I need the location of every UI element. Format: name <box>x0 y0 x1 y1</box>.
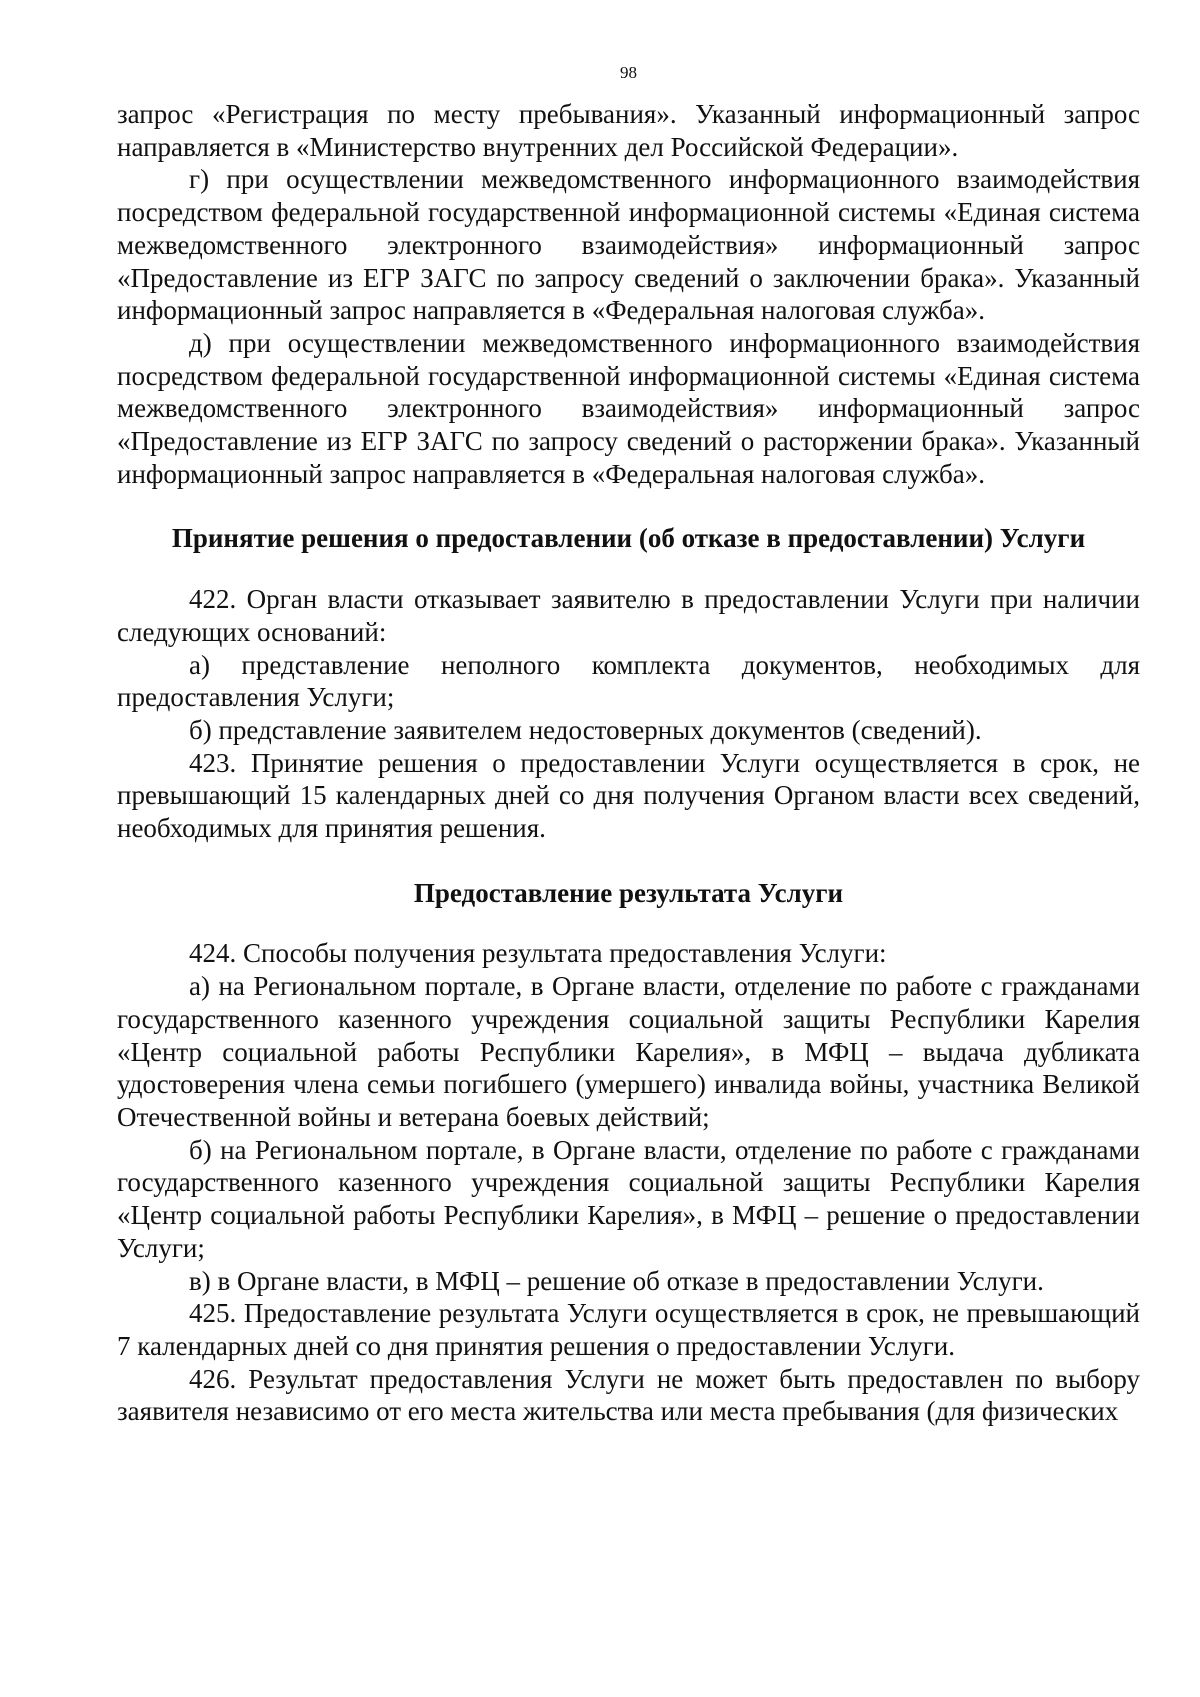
paragraph-block-3 <box>117 937 1140 1428</box>
section-heading-result: Предоставление результата Услуги <box>413 877 844 908</box>
paragraph: 423. Принятие решения о предоставлении Услуги осуществляется в срок, не превышающий 15 календарных дней со дня получения Органом власти всех сведений, необходимых для принятия решения. <box>117 747 1140 844</box>
paragraph: запрос «Регистрация по месту пребывания». Указанный информационный запрос направляется в «Министерство внутренних дел Российской Федерации». <box>117 99 1140 162</box>
paragraph: б) представление заявителем недостоверных документов (сведений). <box>189 714 982 745</box>
paragraph: а) на Региональном портале, в Органе власти, отделение по работе с гражданами государственного казенного учреждения социальной защиты Республики Карелия «Центр социальной работы Республики Карелия», в МФЦ – выдача дубликата удостоверения члена семьи погибшего (умершего) инвалида войны, участника Великой Отечественной войны и ветерана боевых действий; <box>117 971 1140 1132</box>
paragraph: в) в Органе власти, в МФЦ – решение об отказе в предоставлении Услуги. <box>189 1265 1044 1296</box>
paragraph-block-1 <box>117 98 1140 490</box>
paragraph-block-2 <box>117 583 1140 845</box>
paragraph: б) на Региональном портале, в Органе власти, отделение по работе с гражданами государственного казенного учреждения социальной защиты Республики Карелия «Центр социальной работы Республики Карелия», в МФЦ – решение о предоставлении Услуги; <box>117 1134 1140 1263</box>
paragraph: 426. Результат предоставления Услуги не может быть предоставлен по выбору заявителя независимо от его места жительства или места пребывания (для физических <box>117 1363 1140 1427</box>
paragraph: 424. Способы получения результата предоставления Услуги: <box>189 938 887 969</box>
paragraph: а) представление неполного комплекта документов, необходимых для предоставления Услуги; <box>117 649 1140 713</box>
paragraph: г) при осуществлении межведомственного информационного взаимодействия посредством федеральной государственной информационной системы «Единая система межведомственного электронного взаимодействия» информационный запрос «Предоставление из ЕГР ЗАГС по запросу сведений о заключении брака». Указанный информационный запрос направляется в «Федеральная налоговая служба». <box>117 164 1140 326</box>
paragraph: 422. Орган власти отказывает заявителю в предоставлении Услуги при наличии следующих оснований: <box>117 584 1140 647</box>
paragraph: д) при осуществлении межведомственного информационного взаимодействия посредством федеральной государственной информационной системы «Единая система межведомственного электронного взаимодействия» информационный запрос «Предоставление из ЕГР ЗАГС по запросу сведений о расторжении брака». Указанный информационный запрос направляется в «Федеральная налоговая служба». <box>117 327 1140 489</box>
section-heading-decision: Принятие решения о предоставлении (об отказе в предоставлении) Услуги <box>171 523 1086 554</box>
paragraph: 425. Предоставление результата Услуги осуществляется в срок, не превышающий 7 календарных дней со дня принятия решения о предоставлении Услуги. <box>117 1298 1140 1361</box>
page-number: 98 <box>620 63 637 82</box>
